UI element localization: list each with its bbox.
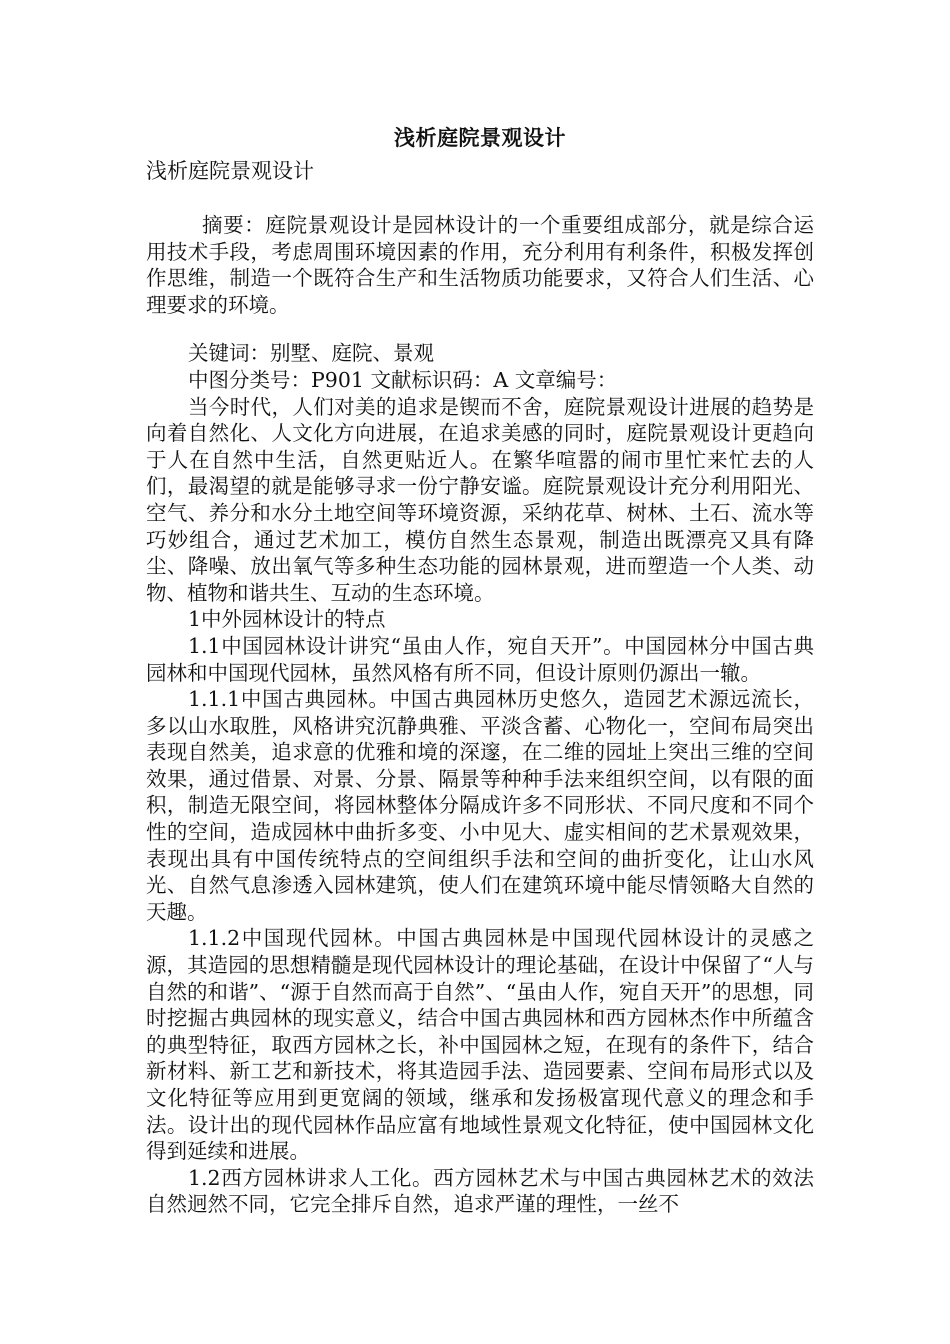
document-page: [146, 118, 814, 1218]
document-subtitle: 浅析庭院景观设计: [146, 159, 314, 183]
spacer: [146, 184, 814, 212]
abstract-paragraph: 摘要：庭院景观设计是园林设计的一个重要组成部分，就是综合运用技术手段，考虑周围环境因素的作用，充分利用有利条件，积极发挥创作思维，制造一个既符合生产和生活物质功能要求，又符合人们生活、心理要求的环境。: [146, 213, 814, 317]
keywords-line: 关键词：别墅、庭院、景观: [188, 341, 434, 366]
classification-line: 中图分类号：P901 文献标识码：A 文章编号：: [188, 367, 618, 392]
body-paragraph: 1.1.2中国现代园林。中国古典园林是中国现代园林设计的灵感之源，其造园的思想精髓是现代园林设计的理论基础，在设计中保留了“人与自然的和谐”、“源于自然而高于自然”、“虽由人作，宛自天开”的思想，同时挖掘古典园林的现实意义，结合中国古典园林和西方园林杰作中所蕴含的典型特征，取西方园林之长，补中国园林之短，在现有的条件下，结合新材料、新工艺和新技术，将其造园手法、造园要素、空间布局形式以及文化特征等应用到更宽阔的领域，继承和发扬极富现代意义的理念和手法。设计出的现代园林作品应富有地域性景观文化特征，使中国园林文化得到延续和进展。: [146, 926, 814, 1164]
spacer: [146, 318, 814, 340]
body-paragraph: 1.1.1中国古典园林。中国古典园林历史悠久，造园艺术源远流长，多以山水取胜，风格讲究沉静典雅、平淡含蓄、心物化一，空间布局突出表现自然美，追求意的优雅和境的深邃，在二维的园址上突出三维的空间效果，通过借景、对景、分景、隔景等种种手法来组织空间，以有限的面积，制造无限空间，将园林整体分隔成许多不同形状、不同尺度和不同个性的空间，造成园林中曲折多变、小中见大、虚实相间的艺术景观效果，表现出具有中国传统特点的空间组织手法和空间的曲折变化，让山水风光、自然气息渗透入园林建筑，使人们在建筑环境中能尽情领略大自然的天趣。: [146, 687, 814, 924]
document-title: 浅析庭院景观设计: [394, 126, 566, 150]
body-paragraph: 1.1中国园林设计讲究“虽由人作，宛自天开”。中国园林分中国古典园林和中国现代园林，虽然风格有所不同，但设计原则仍源出一辙。: [146, 633, 814, 685]
section-heading: 1中外园林设计的特点: [188, 607, 386, 632]
body-paragraph: 当今时代，人们对美的追求是锲而不舍，庭院景观设计进展的趋势是向着自然化、人文化方向进展，在追求美感的同时，庭院景观设计更趋向于人在自然中生活，自然更贴近人。在繁华喧嚣的闹市里忙来忙去的人们，最渴望的就是能够寻求一份宁静安谧。庭院景观设计充分利用阳光、空气、养分和水分土地空间等环境资源，采纳花草、树林、土石、流水等巧妙组合，通过艺术加工，模仿自然生态景观，制造出既漂亮又具有降尘、降噪、放出氧气等多种生态功能的园林景观，进而塑造一个人类、动物、植物和谐共生、互动的生态环境。: [146, 394, 814, 605]
body-paragraph: 1.2西方园林讲求人工化。西方园林艺术与中国古典园林艺术的效法自然迥然不同，它完全排斥自然，追求严谨的理性，一丝不: [146, 1165, 814, 1217]
